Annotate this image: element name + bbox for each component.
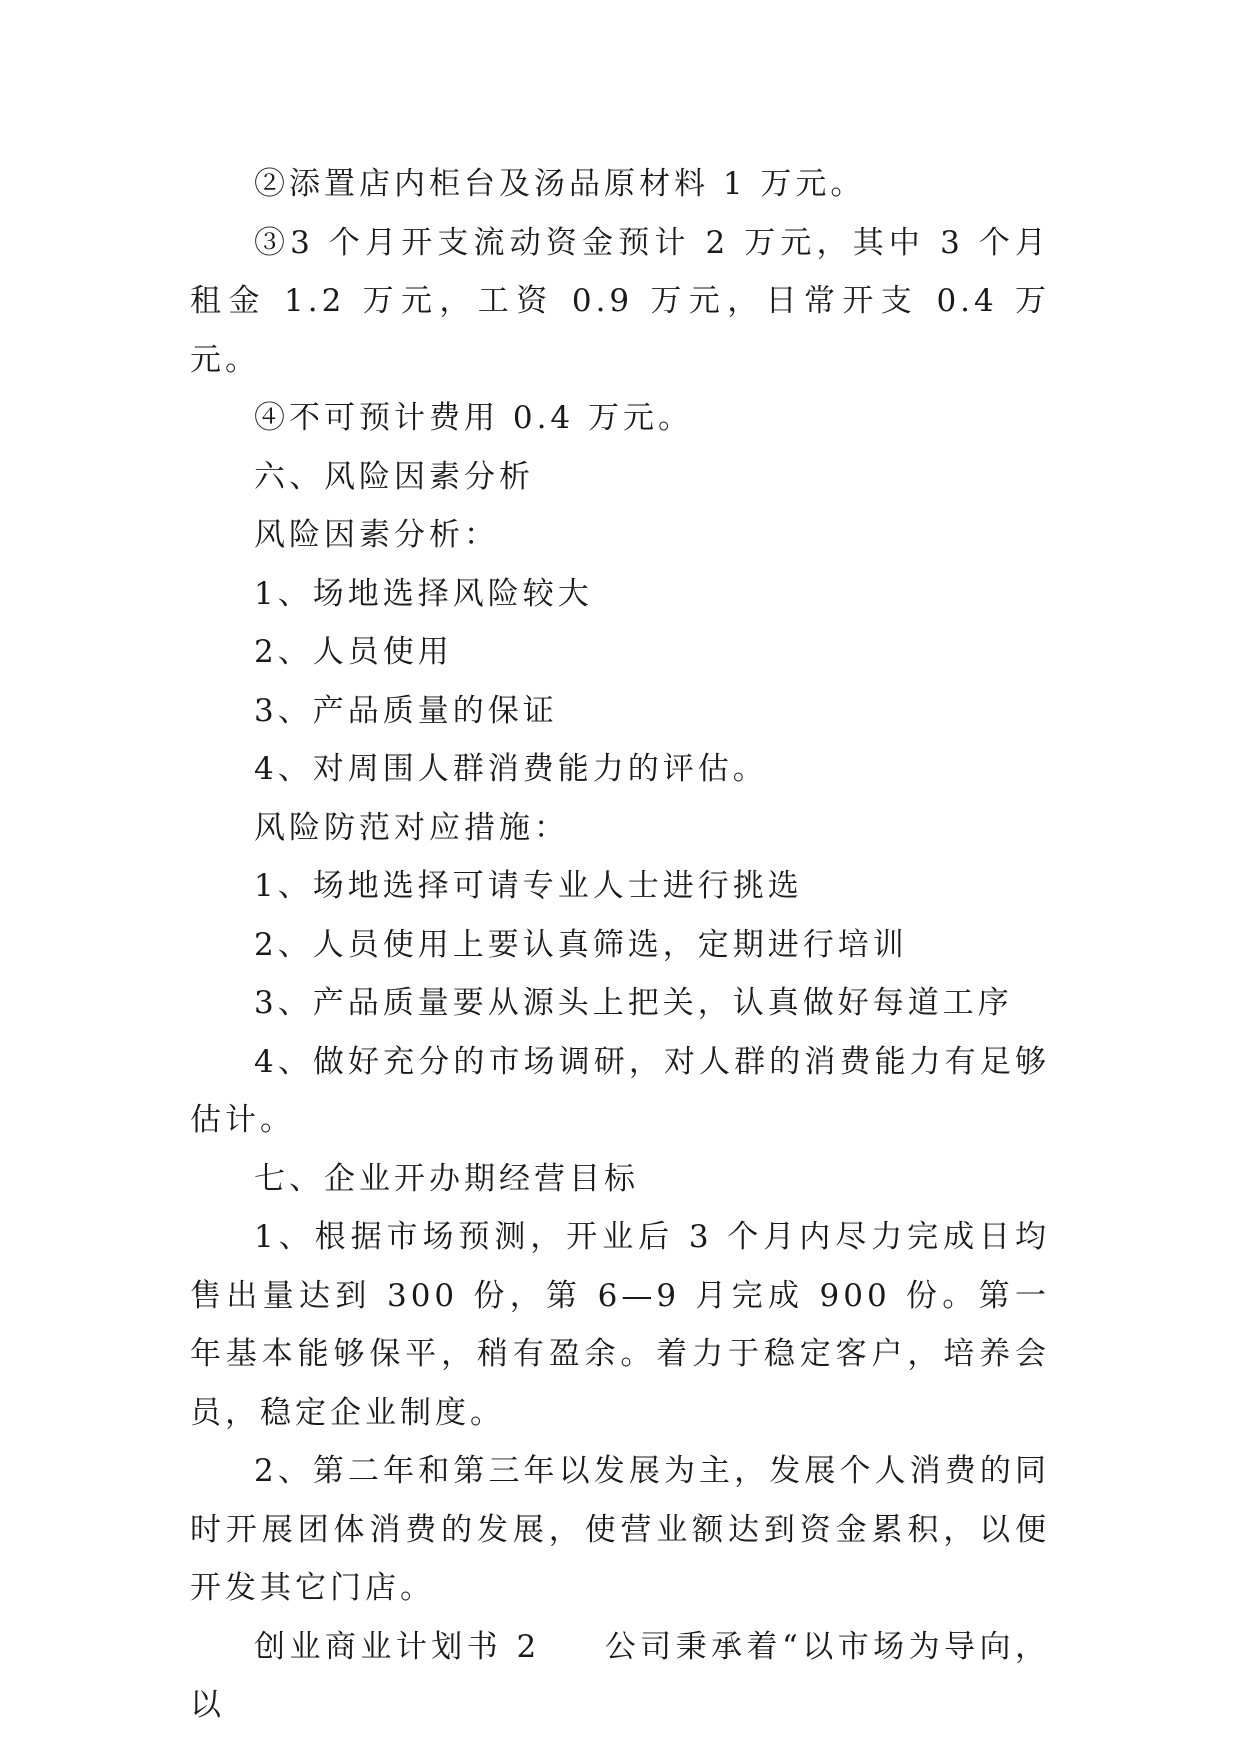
paragraph: ③3 个月开支流动资金预计 2 万元，其中 3 个月租金 1.2 万元，工资 0.9 万元，日常开支 0.4 万元。 [190,224,1050,378]
paragraph: 风险防范对应措施： [254,809,569,846]
list-item: 3、产品质量的保证 [254,692,558,729]
section-heading: 七、企业开办期经营目标 [254,1160,639,1197]
paragraph: 风险因素分析： [254,517,499,553]
list-item: 4、做好充分的市场调研，对人群的消费能力有足够估计。 [190,1043,1050,1138]
list-item: 2、人员使用上要认真筛选，定期进行培训 [254,926,908,963]
last-line [190,1618,1050,1735]
plan-heading: 创业商业计划书 2 [254,1628,541,1665]
section-heading: 六、风险因素分析 [254,458,534,495]
paragraph: 1、根据市场预测，开业后 3 个月内尽力完成日均售出量达到 300 份，第 6—9 月完成 900 份。第一年基本能够保平，稍有盈余。着力于稳定客户，培养会员，稳定企业制度。 [190,1219,1050,1431]
list-item: 4、对周围人群消费能力的评估。 [254,751,768,787]
paragraph: ④不可预计费用 0.4 万元。 [254,400,694,436]
list-item: 1、场地选择风险较大 [254,575,593,612]
document-body [190,155,1050,1735]
list-item: 1、场地选择可请专业人士进行挑选 [254,868,803,904]
last-line-text: 公司秉承着“以市场为导向，以 [190,1628,1051,1723]
paragraph: ②添置店内柜台及汤品原材料 1 万元。 [254,166,866,202]
paragraph: 2、第二年和第三年以发展为主，发展个人消费的同时开展团体消费的发展，使营业额达到资金累积，以便开发其它门店。 [190,1453,1050,1606]
list-item: 2、人员使用 [254,634,453,670]
list-item: 3、产品质量要从源头上把关，认真做好每道工序 [254,985,1013,1021]
